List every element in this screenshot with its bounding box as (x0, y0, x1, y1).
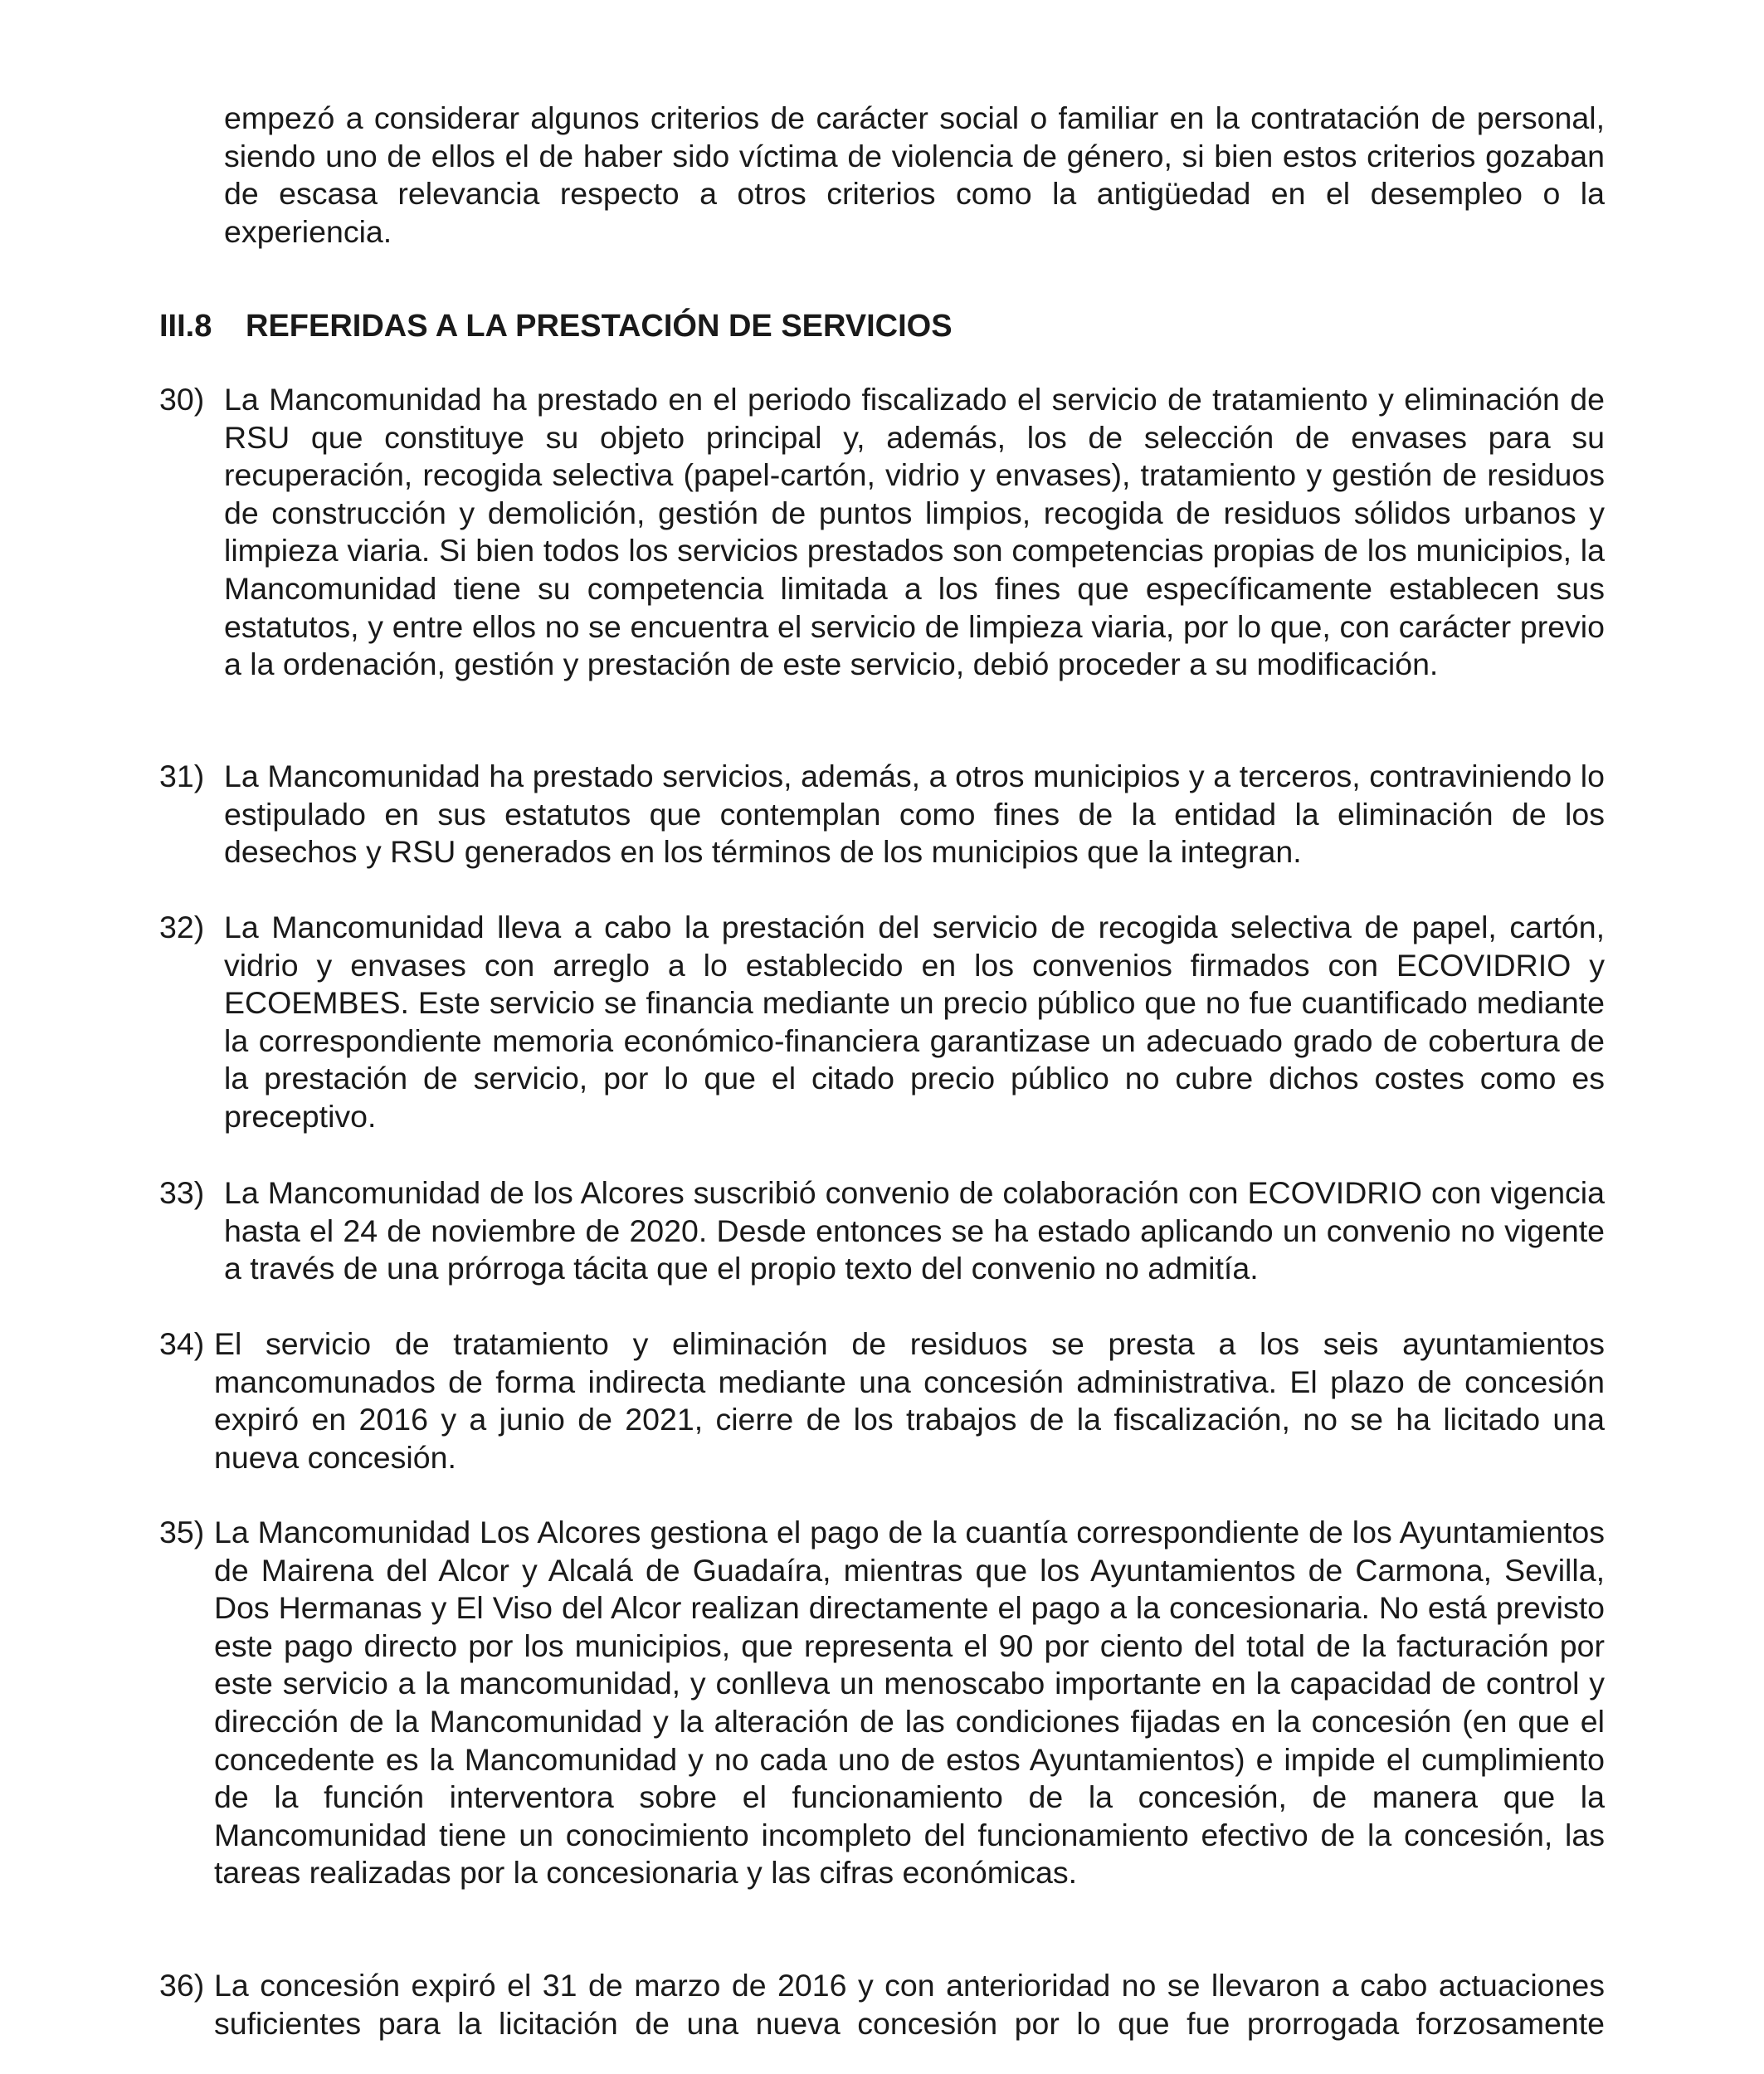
item-text: La Mancomunidad de los Alcores suscribió convenio de colaboración con ECOVIDRIO con vigencia hasta el 24 de noviembre de 2020. Desde entonces se ha estado aplicando un convenio no vigente a través de una prórroga tácita que el propio texto del convenio no admitía. (224, 1175, 1605, 1286)
item-text: La Mancomunidad ha prestado servicios, además, a otros municipios y a terceros, contraviniendo lo estipulado en sus estatutos que contemplan como fines de la entidad la eliminación de los desechos y RSU generados en los términos de los municipios que la integran. (224, 759, 1605, 870)
item-number: 35) (159, 1515, 205, 1549)
section-title: REFERIDAS A LA PRESTACIÓN DE SERVICIOS (246, 309, 953, 344)
item-text: El servicio de tratamiento y eliminación de residuos se presta a los seis ayuntamientos mancomunados de forma indirecta mediante una concesión administrativa. El plazo de concesión expiró en 2016 y a junio de 2021, cierre de los trabajos de la fiscalización, no se ha licitado una nueva concesión. (214, 1326, 1605, 1475)
item-number: 30) (159, 382, 205, 417)
item-text: La Mancomunidad ha prestado en el periodo fiscalizado el servicio de tratamiento y eliminación de RSU que constituye su objeto principal y, además, los de selección de envases para su recuperación, recogida selectiva (papel-cartón, vidrio y envases), tratamiento y gestión de residuos de construcción y demolición, gestión de puntos limpios, recogida de residuos sólidos urbanos y limpieza viaria. Si bien todos los servicios prestados son competencias propias de los municipios, la Mancomunidad tiene su competencia limitada a los fines que específicamente establecen sus estatutos, y entre ellos no se encuentra el servicio de limpieza viaria, por lo que, con carácter previo a la ordenación, gestión y prestación de este servicio, debió proceder a su modificación. (224, 382, 1605, 682)
item-text: La Mancomunidad lleva a cabo la prestación del servicio de recogida selectiva de papel, cartón, vidrio y envases con arreglo a lo establecido en los convenios firmados con ECOVIDRIO y ECOEMBES. Este servicio se financia mediante un precio público que no fue cuantificado mediante la correspondiente memoria económico-financiera garantizase un adecuado grado de cobertura de la prestación de servicio, por lo que el citado precio público no cubre dichos costes como es preceptivo. (224, 910, 1605, 1134)
item-text: La Mancomunidad Los Alcores gestiona el pago de la cuantía correspondiente de los Ayuntamientos de Mairena del Alcor y Alcalá de Guadaíra, mientras que los Ayuntamientos de Carmona, Sevilla, Dos Hermanas y El Viso del Alcor realizan directamente el pago a la concesionaria. No está previsto este pago directo por los municipios, que representa el 90 por ciento del total de la facturación por este servicio a la mancomunidad, y conlleva un menoscabo importante en la capacidad de control y dirección de la Mancomunidad y la alteración de las condiciones fijadas en la concesión (en que el concedente es la Mancomunidad y no cada uno de estos Ayuntamientos) e impide el cumplimiento de la función interventora sobre el funcionamiento de la concesión, de manera que la Mancomunidad tiene un conocimiento incompleto del funcionamiento efectivo de la concesión, las tareas realizadas por la concesionaria y las cifras económicas. (214, 1515, 1605, 1891)
section-heading (159, 306, 953, 346)
item-number: 36) (159, 1968, 205, 2003)
item-number: 33) (159, 1175, 205, 1210)
item-number: 32) (159, 910, 205, 944)
lead-paragraph: empezó a considerar algunos criterios de carácter social o familiar en la contratación de personal, siendo uno de ellos el de haber sido víctima de violencia de género, si bien estos criterios gozaban de escasa relevancia respecto a otros criterios como la antigüedad en el desempleo o la experiencia. (224, 100, 1605, 249)
section-number: III.8 (159, 309, 212, 344)
item-number: 34) (159, 1326, 205, 1361)
item-number: 31) (159, 759, 205, 793)
item-text: La concesión expiró el 31 de marzo de 2016 y con anterioridad no se llevaron a cabo actuaciones suficientes para la licitación de una nueva concesión por lo que fue prorrogada forzosamente (214, 1968, 1605, 2041)
